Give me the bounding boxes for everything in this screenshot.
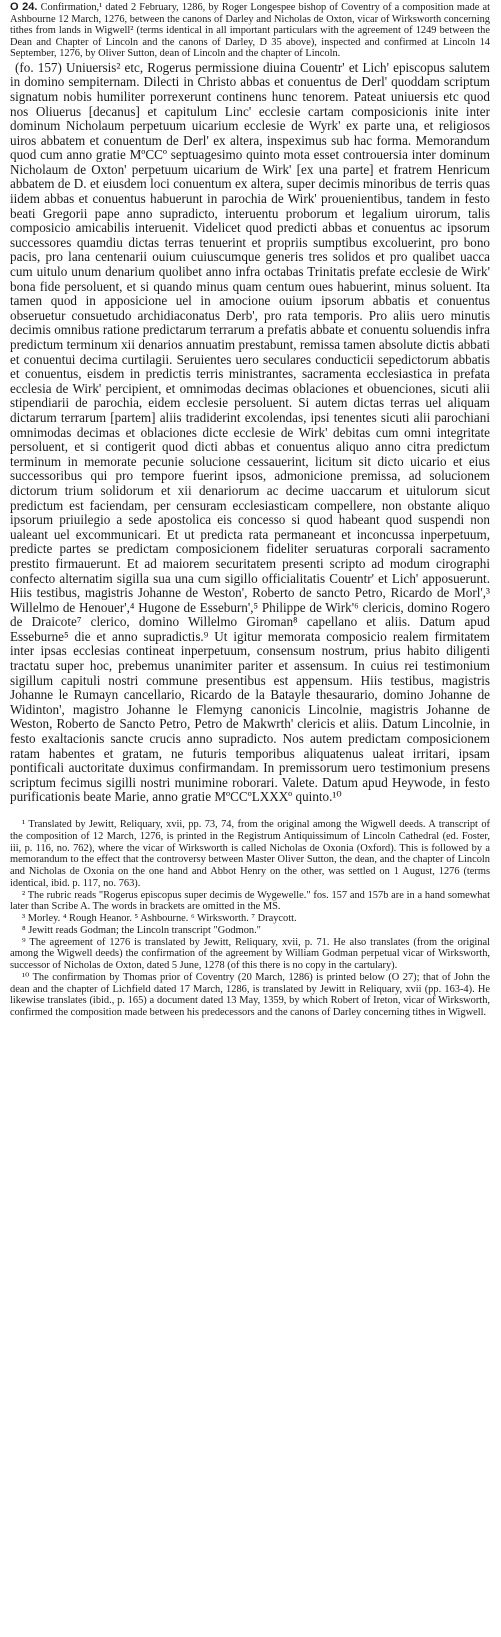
footnote: ⁸ Jewitt reads Godman; the Lincoln transcript "Godmon.": [22, 924, 261, 936]
footnote: ¹ Translated by Jewitt, Reliquary, xvii, pp. 73, 74, from the original among the Wigwell deeds. A transcript of the composition of 12 March, 1276, is printed in the Registrum Antiquissimum of Lincoln Cathedral (ed. Foster, iii, p. 116, no. 762), where the vicar of Wirksworth is called Nicholas de Oxonia (Oxford). This is followed by a memorandum to the effect that the controversy between Master Oliver Sutton, the dean, and the chapter of Lincoln and Nicholas de Oxonia on the one hand and Abbot Henry on the other, was settled on 1 August, 1276 (terms identical, ibid. p. 117, no. 763).: [10, 819, 490, 889]
footnotes: [10, 819, 490, 1019]
latin-charter-text: (fo. 157) Uniuersis² etc, Rogerus permissione diuina Couentr' et Lich' episcopus salutem in domino sempiternam. Dilecti in Christo abbas et conuentus de Derl' quoddam scriptum signatum nobis humiliter porrexerunt continens hunc tenorem. Pateat uniuersis etc quod nos Oliuerus [decanus] et capitulum Linc' ecclesie cartam composicionis inite inter dominum Nicholaum perpetuum uicarium ecclesie de Wyrk' ex parte una, et religiosos uiros abbatem et conuentum de Derl' ex altera, inspeximus sub hac forma. Memorandum quod cum anno gratie MºCCº septuagesimo quinto mota esset controuersia inter dominum Nicholaum de Oxton' perpetuum uicarium de Wirk' [ex una parte] et fratrem Henricum abbatem de D. et eiusdem loci conuentum ex altera, super decimis minoribus de terris quas iidem abbas et conuentus habuerunt in parochia de Wirk' prouenientibus, tandem in festo beati Gregorii pape anno supradicto, interuentu proborum et legalium uirorum, talis composicio amicabilis interuenit. Videlicet quod predicti abbas et conuentus ac ipsorum successores quamdiu dictas terras tenuerint et propriis sumptibus excoluerint, pro bono pacis, pro lana centenarii ouium cuiuscumque generis tres solidos et pro qualibet uacca cum uitulo unum denarium quolibet anno infra octabas Trinitatis prefate ecclesie de Wirk' bona fide persoluent, et si quando minus quam centum oues habuerint, minus soluent. Ita tamen quod in apposicione uel in amocione ouium ipsorum abbatis et conuentus obseruetur consuetudo archidiaconatus Derb', pro rata temporis. Pro aliis uero minutis decimis omnibus ratione predictarum terrarum a prefatis abbate et conuentu soluendis infra predictum terminum xii denarios annuatim prestabunt, remissa tamen absolute dictis abbati et conuentui decima curtilagii. Seruientes uero seculares conducticii sepedictorum abbatis et conuentus, eisdem in predictis terris ministrantes, sacramenta ecclesiastica in prefata ecclesia de Wirk' percipient, et omnimodas decimas oblaciones et obuenciones, sicuti alii stipendiarii de parochia, eidem ecclesie persoluent. Si autem dictas terras uel aliquam dictarum terrarum [partem] aliis tradiderint excolendas, ipsi tenentes sicuti alii parochiani omnimodas decimas et oblaciones dicte ecclesie de Wirk' debitas cum omni integritate persoluent, et si contigerit quod dicti abbas et conuentus aliquo anno citra predictum terminum in memorate pecunie solucione cessauerint, licitum sit dicto uicario et eius successoribus qui pro tempore fuerint ipsos, admonicione premissa, ad solucionem dictorum trium solidorum et xii denariorum ac decime uaccarum et uitulorum sicut predictum est faciendam, per censuram ecclesiasticam compellere, non obstante aliquo ipsorum priuilegio a sede apostolica eis concesso si quod habeant quod suspendi non ualeant uel excommunicari. Et ut predicta rata permaneant et inconcussa inperpetuum, predicte partes se predictam composicionem fideliter seruaturas corporali sacramento prestito firmauerunt. Et ad maiorem securitatem presenti scripto ad modum cirographi confecto alternatim sigilla sua una cum sigillo officialitatis Couentr' et Lich' apposuerunt. Hiis testibus, magistris Johanne de Weston', Roberto de sancto Petro, Ricardo de Morl',³ Willelmo de Henouer',⁴ Hugone de Esseburn',⁵ Philippe de Wirk'⁶ clericis, domino Rogero de Draicote⁷ clerico, domino Willelmo Giroman⁸ capellano et aliis. Datum apud Esseburne⁵ die et anno supradictis.⁹ Ut igitur memorata composicio realem firmitatem inter ipsas ecclesias contineat inperpetuum, consensum nostrum, prius habito diligenti tractatu super hoc, prebemus unanimiter pariter et assensum. In cuius rei testimonium sigillum capituli nostri commune presentibus est appensum. Hiis testibus, magistris Johanne le Rumayn cancellario, Ricardo de la Batayle thesaurario, domino Johanne de Widinton', magistro Johanne le Flemyng canonicis Lincolnie, magistris Johanne de Weston, Roberto de Sancto Petro, Petro de Makwrth' clericis et aliis. Datum Lincolnie, in festo exaltacionis sancte crucis anno supradicto. Nos autem predictam composicionem ratam habentes et gratam, ne futuris temporibus aliquatenus ualeat irritari, ipsam pontificali auctoritate duximus confirmandam. In premissorum uero testimonium presens scriptum fecimus sigilli nostri munimine roborari. Valete. Datum apud Heywode, in festo purificationis beate Marie, anno gratie MºCCºLXXXº quinto.¹⁰: [10, 59, 490, 805]
entry-summary: [10, 2, 490, 60]
entry-number: O 24.: [10, 1, 38, 13]
entry-summary-text: Confirmation,¹ dated 2 February, 1286, by Roger Longespee bishop of Coventry of a composition made at Ashbourne 12 March, 1276, between the canons of Darley and Nicholas de Oxton, vicar of Wirksworth concerning tithes from lands in Wigwell² (terms identical in all important particulars with the agreement of 1249 between the Dean and Chapter of Lincoln and the canons of Darley, D 35 above), inspected and confirmed at Lincoln 14 September, 1276, by Oliver Sutton, dean of Lincoln and the chapter of Lincoln.: [10, 2, 490, 60]
footnote: ¹⁰ The confirmation by Thomas prior of Coventry (20 March, 1286) is printed below (O 27); that of John the dean and the chapter of Lichfield dated 17 March, 1286, is translated by Jewitt in Reliquary, xvii (pp. 163-4). He likewise translates (ibid., p. 165) a document dated 13 May, 1359, by which Robert of Ireton, vicar of Wirksworth, confirmed the composition made between his predecessors and the canons of Darley concerning tithes in Wigwell.: [10, 971, 490, 1019]
footnote-gap: [10, 805, 490, 819]
footnote: ⁹ The agreement of 1276 is translated by Jewitt, Reliquary, xvii, p. 71. He also translates (from the original among the Wigwell deeds) the confirmation of the agreement by William Godman perpetual vicar of Wirksworth, successor of Nicholas de Oxton, dated 5 June, 1278 (of this there is no copy in the cartulary).: [10, 936, 490, 972]
footnote: ³ Morley. ⁴ Rough Heanor. ⁵ Ashbourne. ⁶ Wirksworth. ⁷ Draycott.: [22, 913, 297, 925]
footnote: ² The rubric reads "Rogerus episcopus super decimis de Wygewelle." fos. 157 and 157b are in a hand somewhat later than Scribe A. The words in brackets are omitted in the MS.: [10, 889, 490, 913]
